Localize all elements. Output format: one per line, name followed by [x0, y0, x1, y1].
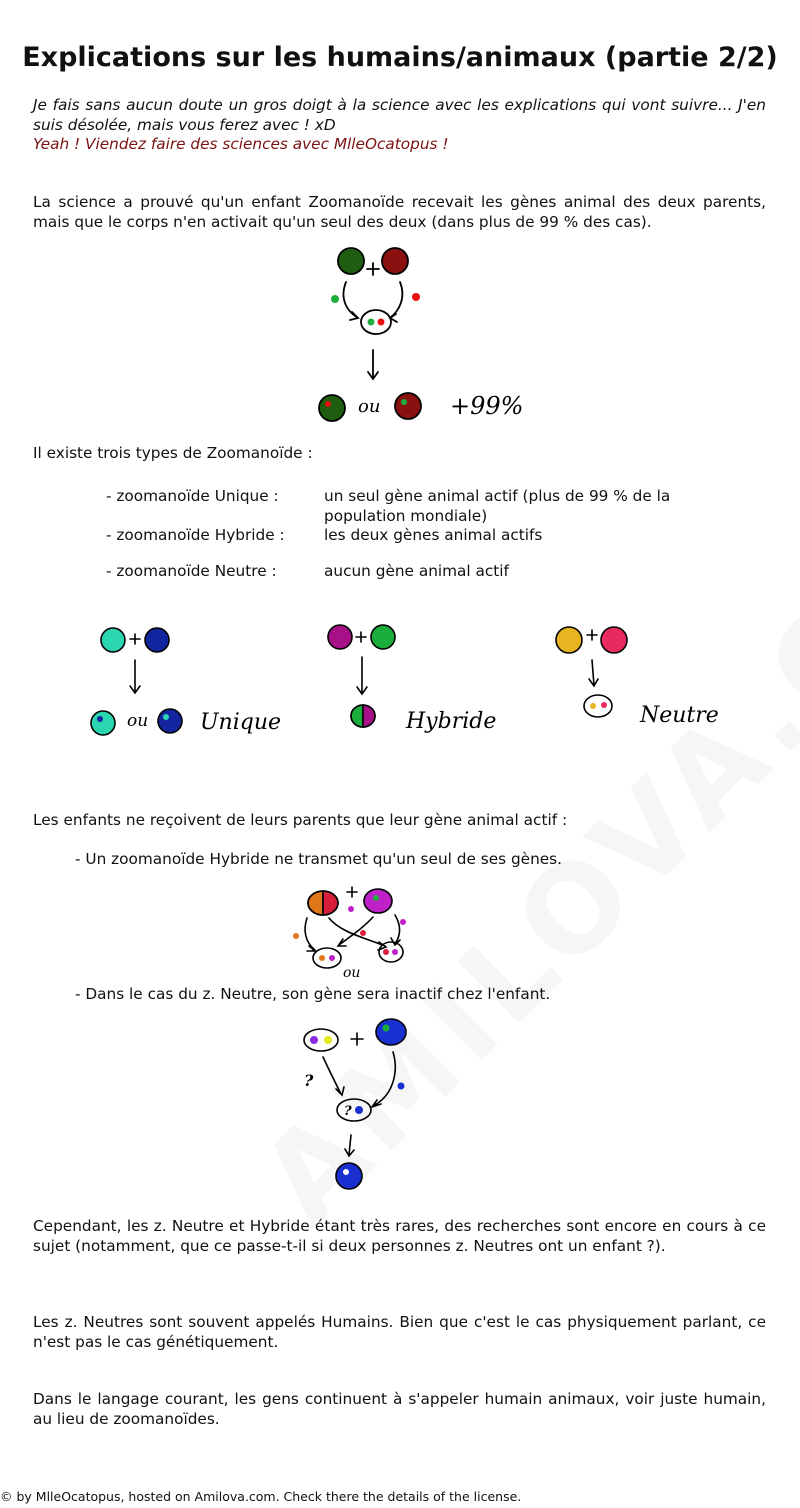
- child-cell: [361, 310, 391, 334]
- hybrid-bullet: - Un zoomanoïde Hybride ne transmet qu'un seul de ses gènes.: [75, 850, 563, 868]
- transmission-paragraph: Les enfants ne reçoivent de leurs parents que leur gène animal actif :: [33, 811, 568, 829]
- question-mark-child: ?: [344, 1104, 352, 1119]
- result-green-ball: [319, 395, 345, 421]
- result-red-ball: [395, 393, 421, 419]
- intro-text: Je fais sans aucun doute un gros doigt à la science avec les explications qui vont suivre... J'en suis désolée, mais vous ferez avec ! xD: [33, 96, 766, 134]
- question-mark: ?: [304, 1071, 314, 1090]
- language-paragraph: Dans le langage courant, les gens continuent à s'appeler humain animaux, voir juste humain, au lieu de zoomanoïdes.: [33, 1390, 766, 1428]
- arrow-down: [368, 350, 378, 379]
- neutral-transmission-diagram: [295, 1012, 425, 1192]
- inheritance-diagram: [300, 242, 540, 432]
- type-hybrid-label: - zoomanoïde Hybride :: [106, 526, 285, 544]
- license-footer: © by MlleOcatopus, hosted on Amilova.com. Check there the details of the license.: [0, 1489, 522, 1504]
- neutral-label: Neutre: [640, 703, 719, 728]
- arrow-left: [343, 282, 358, 318]
- types-intro: Il existe trois types de Zoomanoïde :: [33, 444, 313, 462]
- types-diagram: [80, 615, 740, 765]
- plus-sign: [367, 263, 379, 275]
- unique-label: Unique: [200, 710, 282, 735]
- percent-label: +99%: [450, 392, 524, 420]
- gene-red-dot: [412, 293, 420, 301]
- hybrid-transmission-diagram: [285, 880, 425, 980]
- or-label: ou: [358, 396, 381, 417]
- research-paragraph: Cependant, les z. Neutre et Hybride étant très rares, des recherches sont encore en cours à ce sujet (notamment, que ce passe-t-il si deux personnes z. Neutres ont un enfant ?).: [33, 1217, 766, 1255]
- type-neutral-desc: aucun gène animal actif: [324, 562, 509, 580]
- type-neutral-label: - zoomanoïde Neutre :: [106, 562, 277, 580]
- parent-red-ball: [382, 248, 408, 274]
- neutral-bullet: - Dans le cas du z. Neutre, son gène sera inactif chez l'enfant.: [75, 985, 551, 1003]
- parent-green-ball: [338, 248, 364, 274]
- type-unique-desc: un seul gène animal actif (plus de 99 % de la population mondiale): [324, 487, 671, 525]
- humans-paragraph: Les z. Neutres sont souvent appelés Humains. Bien que c'est le cas physiquement parlant, ce n'est pas le cas génétiquement.: [33, 1313, 766, 1351]
- gene-green-dot: [331, 295, 339, 303]
- or-label: ou: [127, 711, 149, 731]
- type-unique-label: - zoomanoïde Unique :: [106, 487, 279, 505]
- page-title: Explications sur les humains/animaux (partie 2/2): [22, 42, 778, 73]
- arrow-right: [390, 282, 402, 318]
- intro-tagline: Yeah ! Viendez faire des sciences avec MlleOcatopus !: [33, 135, 449, 153]
- hybrid-label: Hybride: [406, 709, 497, 734]
- type-hybrid-desc: les deux gènes animal actifs: [324, 526, 543, 544]
- genes-paragraph: La science a prouvé qu'un enfant Zoomanoïde recevait les gènes animal des deux parents, mais que le corps n'en activait qu'un seul des deux (dans plus de 99 % des cas).: [33, 193, 766, 231]
- or-label: ou: [343, 965, 361, 980]
